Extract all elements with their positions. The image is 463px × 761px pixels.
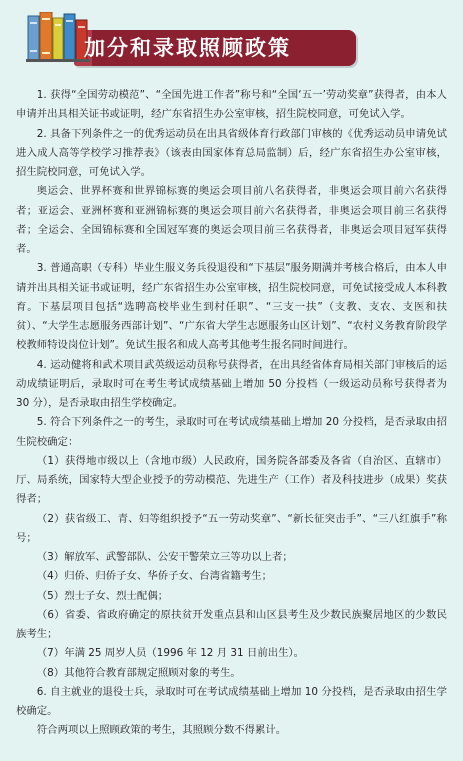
paragraph: 1. 获得“全国劳动模范”、“全国先进工作者”称号和“全国‘五一’劳动奖章”获得者，由本人申请并出具相关证书或证明，经广东省招生办公室审核，招生院校同意，可免试入学。	[16, 89, 447, 121]
policy-text	[16, 86, 447, 741]
paragraph: 4. 运动健将和武术项目武英级运动员称号获得者，在出具经省体育局相关部门审核后的运动成绩证明后，录取时可在考生考试成绩基础上增加 50 分投档（一级运动员称号获得者为 30 分），是否录取由招生学校确定。	[16, 358, 447, 409]
paragraph: （7）年满 25 周岁人员（1996 年 12 月 31 日前出生）。	[36, 647, 305, 660]
paragraph: 符合两项以上照顾政策的考生，其照顾分数不得累计。	[36, 724, 287, 737]
paragraph: （3）解放军、武警部队、公安干警荣立三等功以上者；	[36, 551, 293, 563]
paragraph: 5. 符合下列条件之一的考生，录取时可在考试成绩基础上增加 20 分投档，是否录取由招生院校确定：	[16, 416, 447, 448]
paragraph: 2. 具备下列条件之一的优秀运动员在出具省级体育行政部门审核的《优秀运动员申请免试进入成人高等学校学习推荐表》（该表由国家体育总局监制）后，经广东省招生办公室审核，招生院校同意，可免试入学。	[16, 127, 447, 178]
paragraph: （1）获得地市级以上（含地市级）人民政府，国务院各部委及各省（自治区、直辖市）厅、局系统，国家特大型企业授予的劳动模范、先进生产（工作）者及科技进步（成果）奖获得者；	[16, 454, 447, 506]
paragraph: （6）省委、省政府确定的原扶贫开发重点县和山区县考生及少数民族聚居地区的少数民族考生；	[16, 608, 447, 640]
header	[0, 0, 463, 70]
paragraph: （4）归侨、归侨子女、华侨子女、台湾省籍考生；	[36, 570, 272, 583]
books-icon	[26, 12, 90, 62]
paragraph: （5）烈士子女、烈士配偶；	[36, 589, 169, 602]
paragraph: 3. 普通高职（专科）毕业生服义务兵役退役和“下基层”服务期满并考核合格后，由本人申请并出具相关证书或证明，经广东省招生办公室审核，招生院校同意，可免试接受成人本科教育。下基层项目包括“选聘高校毕业生到村任职”、“三支一扶”（支教、支农、支医和扶贫）、“大学生志愿服务西部计划”、“广东省大学生志愿服务山区计划”、“农村义务教育阶段学校教师特设岗位计划”。免试生报名和成人高考其他考生报名同时间进行。	[16, 262, 447, 352]
page-title: 加分和录取照顾政策	[84, 36, 291, 60]
paragraph: （2）获省级工、青、妇等组织授予“五一劳动奖章”、“新长征突击手”、“三八红旗手”称号；	[16, 512, 447, 544]
paragraph: 6. 自主就业的退役士兵，录取时可在考试成绩基础上增加 10 分投档，是否录取由招生学校确定。	[16, 685, 447, 717]
paragraph: 奥运会、世界杯赛和世界锦标赛的奥运会项目前八名获得者，非奥运会项目前六名获得者；亚运会、亚洲杯赛和亚洲锦标赛的奥运会项目前六名获得者，非奥运会项目前三名获得者；全运会、全国锦标赛和全国冠军赛的奥运会项目前三名获得者，非奥运会项目冠军获得者。	[16, 185, 447, 255]
paragraph: （8）其他符合教育部规定照顾对象的考生。	[36, 666, 241, 679]
